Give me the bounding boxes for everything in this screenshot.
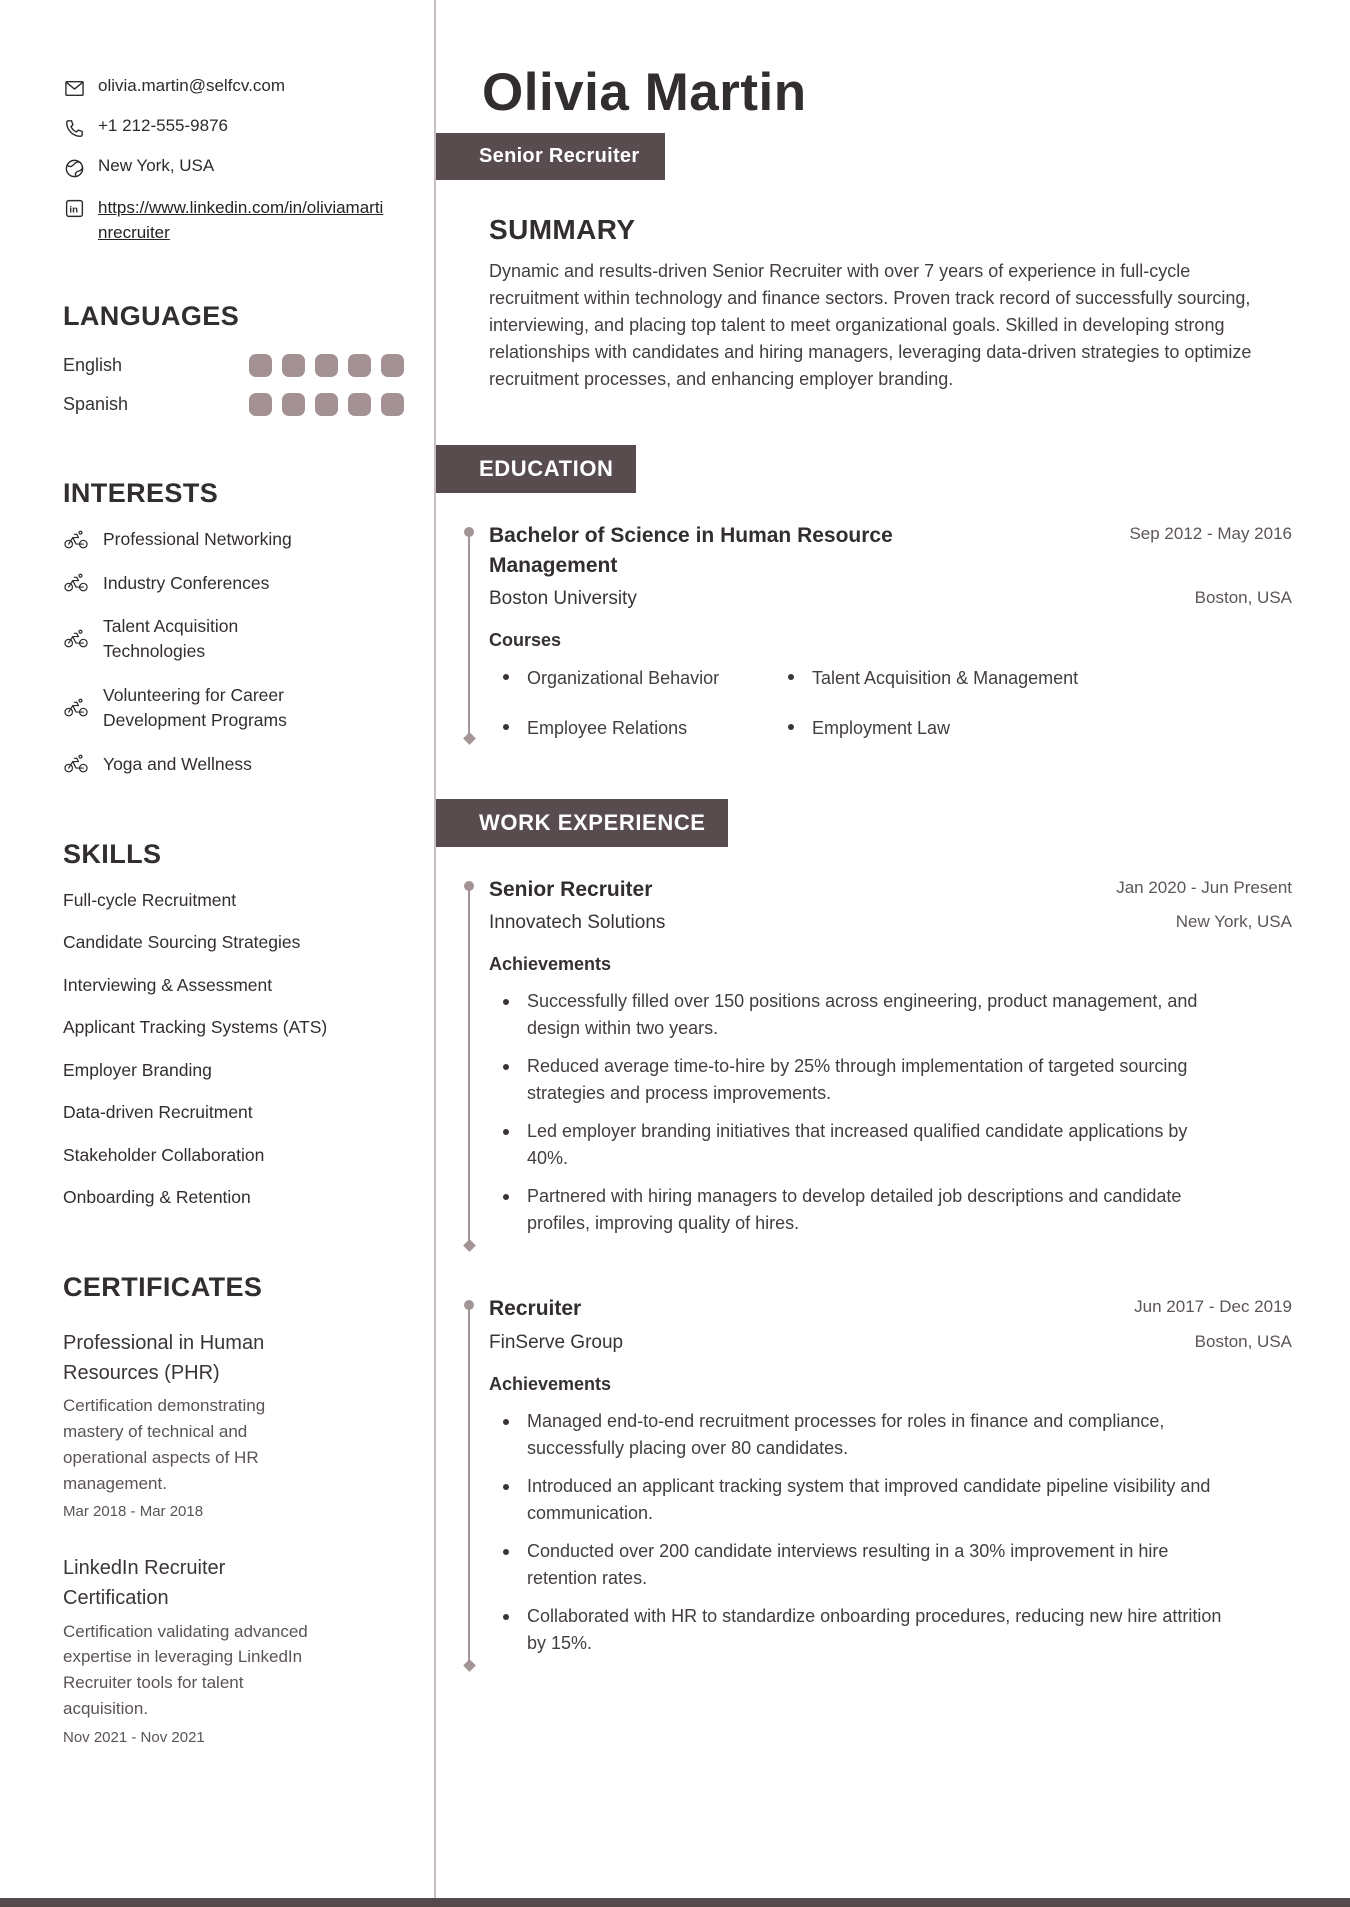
education-entry — [489, 521, 1292, 747]
skills-heading: SKILLS — [63, 838, 162, 869]
degree-title: Bachelor of Science in Human Resource Management — [489, 523, 893, 577]
interest-item — [63, 527, 404, 552]
cyclist-icon — [63, 697, 89, 719]
company-name: Innovatech Solutions — [489, 912, 666, 934]
envelope-icon — [63, 77, 85, 99]
contact-location: New York, USA — [98, 156, 215, 175]
timeline-marker — [468, 885, 470, 1246]
certificate-name: Professional in Human Resources (PHR) — [63, 1331, 265, 1384]
language-name: Spanish — [63, 394, 129, 415]
interest-label: Industry Conferences — [103, 572, 270, 593]
cyclist-icon — [63, 628, 89, 650]
summary-text: Dynamic and results-driven Senior Recruiter with over 7 years of experience in full-cycle recruitment within technology and finance sectors. Proven track record of successfully sourcing, interviewing, and placing top talent to meet organizational goals. Skilled in developing strong relationships with candidates and hiring managers, leveraging data-driven strategies to optimize recruitment processes, and enhancing employer branding. — [489, 260, 1252, 389]
job-location: New York, USA — [1175, 912, 1292, 932]
certificate-description: Certification demonstrating mastery of technical and operational aspects of HR management. — [63, 1396, 266, 1493]
cyclist-icon — [63, 572, 89, 594]
job-location: Boston, USA — [1194, 1331, 1292, 1351]
interest-label: Volunteering for Career Development Programs — [103, 684, 287, 731]
skill-item: Candidate Sourcing Strategies — [63, 932, 301, 953]
company-name: FinServe Group — [489, 1331, 624, 1353]
cyclist-icon — [63, 529, 89, 551]
level-square — [249, 393, 272, 416]
certificate-dates: Nov 2021 - Nov 2021 — [63, 1728, 205, 1746]
certificate-item — [63, 1329, 404, 1521]
job-title-banner — [436, 133, 665, 180]
courses-list — [489, 666, 1292, 740]
skill-item: Onboarding & Retention — [63, 1187, 251, 1208]
achievement-item: Collaborated with HR to standardize onboarding procedures, reducing new hire attrition by 15%. — [489, 1603, 1229, 1657]
languages-heading: LANGUAGES — [63, 301, 240, 332]
certificate-dates: Mar 2018 - Mar 2018 — [63, 1503, 204, 1521]
interest-label: Professional Networking — [103, 529, 292, 550]
contact-location-phone: +1 212-555-9876 — [98, 116, 228, 135]
level-square — [348, 393, 371, 416]
certificate-description: Certification validating advanced expertise in leveraging LinkedIn Recruiter tools for talent acquisition. — [63, 1621, 308, 1719]
interest-item — [63, 571, 404, 596]
timeline-marker — [468, 1304, 470, 1665]
language-name: English — [63, 355, 123, 376]
cyclist-icon — [63, 753, 89, 775]
level-square — [315, 354, 338, 377]
certificates-heading: CERTIFICATES — [63, 1271, 263, 1302]
achievement-item: Conducted over 200 candidate interviews resulting in a 30% improvement in hire retention rates. — [489, 1538, 1229, 1592]
work-entry — [489, 875, 1292, 1254]
level-square — [348, 354, 371, 377]
language-level-english — [249, 354, 404, 377]
contact-phone-row — [63, 116, 404, 139]
interests-heading: INTERESTS — [63, 478, 219, 509]
job-role: Recruiter — [489, 1297, 582, 1321]
skill-item: Data-driven Recruitment — [63, 1102, 253, 1123]
level-square — [282, 393, 305, 416]
language-row-english — [63, 354, 404, 377]
achievement-item: Reduced average time-to-hire by 25% through implementation of targeted sourcing strategies and process improvements. — [489, 1053, 1229, 1107]
linkedin-icon — [63, 197, 85, 219]
level-square — [282, 354, 305, 377]
sidebar — [0, 0, 434, 1907]
interest-item — [63, 614, 404, 665]
timeline-marker — [468, 531, 470, 739]
job-dates: Jan 2020 - Jun Present — [1116, 877, 1292, 897]
skill-item: Applicant Tracking Systems (ATS) — [63, 1017, 328, 1038]
work-entry — [489, 1294, 1292, 1673]
person-name: Olivia Martin — [482, 63, 807, 122]
school-name: Boston University — [489, 588, 637, 610]
achievement-item: Successfully filled over 150 positions across engineering, product management, and design within two years. — [489, 988, 1229, 1042]
language-level-spanish — [249, 393, 404, 416]
courses-label: Courses — [489, 630, 562, 651]
contact-linkedin-row — [63, 196, 404, 245]
skill-item: Interviewing & Assessment — [63, 974, 273, 995]
work-experience-heading: WORK EXPERIENCE — [436, 799, 728, 847]
achievements-list — [489, 1408, 1229, 1657]
certificate-name: LinkedIn Recruiter Certification — [63, 1557, 226, 1609]
education-heading: EDUCATION — [436, 445, 636, 493]
course-item: Employee Relations — [489, 716, 774, 741]
page-bottom-bar — [0, 1898, 1350, 1907]
course-item: Talent Acquisition & Management — [774, 666, 1292, 691]
linkedin-link[interactable]: https://www.linkedin.com/in/oliviamartinrecruiter — [98, 198, 384, 242]
certificate-item — [63, 1554, 404, 1746]
achievement-item: Partnered with hiring managers to develop detailed job descriptions and candidate profiles, improving quality of hires. — [489, 1183, 1229, 1237]
level-square — [381, 393, 404, 416]
achievements-label: Achievements — [489, 1373, 612, 1394]
education-entry-head — [489, 521, 1292, 582]
job-role: Senior Recruiter — [489, 877, 653, 901]
globe-icon — [63, 157, 85, 179]
course-item: Organizational Behavior — [489, 666, 774, 691]
level-square — [315, 393, 338, 416]
interest-label: Talent Acquisition Technologies — [103, 616, 239, 662]
achievement-item: Led employer branding initiatives that increased qualified candidate applications by 40%. — [489, 1118, 1229, 1172]
work-entry-sub — [489, 1332, 1292, 1354]
contact-email-row — [63, 76, 404, 99]
job-dates: Jun 2017 - Dec 2019 — [1134, 1297, 1292, 1317]
summary-heading: SUMMARY — [489, 213, 636, 245]
course-item: Employment Law — [774, 716, 1292, 741]
education-entry-sub — [489, 588, 1292, 610]
achievements-list — [489, 988, 1229, 1237]
language-row-spanish — [63, 393, 404, 416]
main-column — [434, 0, 1350, 1907]
interest-label: Yoga and Wellness — [103, 753, 252, 774]
phone-icon — [63, 117, 85, 139]
skill-item: Full-cycle Recruitment — [63, 889, 237, 910]
work-entry-head — [489, 1294, 1292, 1324]
work-entry-sub — [489, 912, 1292, 934]
achievement-item: Introduced an applicant tracking system that improved candidate pipeline visibility and communication. — [489, 1473, 1229, 1527]
interest-item — [63, 683, 404, 734]
skill-item: Employer Branding — [63, 1059, 212, 1080]
contact-location-row — [63, 156, 404, 179]
education-location: Boston, USA — [1194, 588, 1292, 608]
skill-item: Stakeholder Collaboration — [63, 1144, 265, 1165]
level-square — [249, 354, 272, 377]
interest-item — [63, 752, 404, 777]
achievement-item: Managed end-to-end recruitment processes for roles in finance and compliance, successfully placing over 80 candidates. — [489, 1408, 1229, 1462]
contact-email: olivia.martin@selfcv.com — [98, 76, 285, 95]
work-entry-head — [489, 875, 1292, 905]
education-dates: Sep 2012 - May 2016 — [1129, 523, 1292, 543]
achievements-label: Achievements — [489, 954, 612, 975]
job-title: Senior Recruiter — [479, 144, 640, 167]
svg-text:in: in — [68, 204, 78, 216]
level-square — [381, 354, 404, 377]
